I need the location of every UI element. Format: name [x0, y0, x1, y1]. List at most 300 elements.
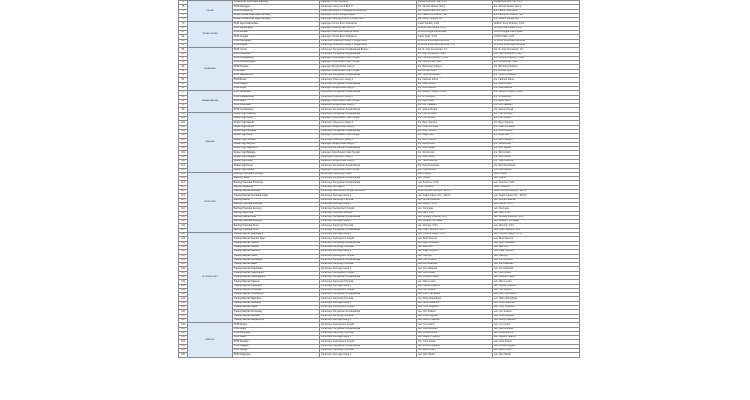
- address-cell: Indramayu Cibeureum Gang 3: [320, 155, 417, 159]
- address-cell: Indramayu Pengasinan Kerjabalaraja: [320, 108, 417, 112]
- contact-name-cell: Lek. Dermaga: [417, 207, 493, 211]
- contact-name-cell: Lek. Wawan Hermawan: [417, 220, 493, 224]
- region-group-cell: MADIUN: [188, 323, 233, 357]
- facility-name-cell: Tukang Merpati Temayang: [233, 310, 320, 314]
- address-cell: Indramayu Pengasinan Kerjabalaraja: [320, 228, 417, 232]
- row-number-cell: 102: [179, 121, 188, 125]
- contact-name-cell: Lek. Yuni Astuti: [417, 323, 493, 327]
- email-cell: drs. Muhammad Yusuf: [493, 61, 580, 65]
- address-cell: Lapangan Gedung Batu Boro PT: [320, 26, 417, 30]
- row-number-cell: 152: [179, 336, 188, 340]
- facility-name-cell: Tukang Merpati Sugihwaras: [233, 271, 320, 275]
- contact-name-cell: Lek. Agus Setiawan: [417, 241, 493, 245]
- email-cell: drs. Joseph Mangun kn: [493, 18, 580, 22]
- address-cell: Lapangan KORI Mantang: [320, 1, 417, 5]
- row-number-cell: 93: [179, 82, 188, 86]
- contact-name-cell: Lek. Gita Ayu: [417, 254, 493, 258]
- contact-name-cell: Lek. Putri Handayani: [417, 293, 493, 297]
- row-number-cell: 140: [179, 284, 188, 288]
- contact-name-cell: LOKAS Angga Pamungkas: [417, 31, 493, 35]
- row-number-cell: 87: [179, 56, 188, 60]
- facility-name-cell: PKM Buaran: [233, 43, 320, 47]
- email-cell: Lek. Juwita: [493, 177, 580, 181]
- contact-name-cell: Lek. Kiki Amalia: [417, 271, 493, 275]
- address-cell: Indramayu Pengasinan Kerjabalaraja: [320, 82, 417, 86]
- address-cell: Indramayu Cibeureum Gang 3: [320, 78, 417, 82]
- contact-name-cell: Lek. Umi Kalsum: [417, 310, 493, 314]
- address-cell: Indramayu Pramuka Sentosa: [320, 211, 417, 215]
- email-cell: Lek. Agus Setiawan: [493, 241, 580, 245]
- email-cell: Lek. Ryan Saputra, S.Pd: [493, 228, 580, 232]
- address-cell: Indramayu Dermaga 8: [320, 185, 417, 189]
- email-cell: Lek. Wawan Hermawan: [493, 220, 580, 224]
- contact-name-cell: drs. Fatimah Zahra: [417, 78, 493, 82]
- contact-name-cell: drs. Bayu Saputra: [417, 121, 493, 125]
- address-cell: Indramayu Pengasinan Kerjabalaraja Banten: [320, 48, 417, 52]
- facility-name-cell: PKM Bodeh: [233, 78, 320, 82]
- address-cell: Lapangan Kota Bekasi Indah Tengah: [320, 151, 417, 155]
- facility-name-cell: Tukang Merpati Bojonegoro: [233, 233, 320, 237]
- contact-name-cell: LPPKAS MARUBENI ELANG, LTG: [417, 43, 493, 47]
- facility-name-cell: Tukang Merpati Ngasem: [233, 280, 320, 284]
- contact-name-cell: drs. Indah Permata: [417, 125, 493, 129]
- row-number-cell: 128: [179, 233, 188, 237]
- contact-name-cell: Indriati Kusnandi, SE, S.Ps: [417, 1, 493, 5]
- address-cell: Indramayu Pengasinan Kerjabalaraja: [320, 129, 417, 133]
- region-group-cell: KARANGANYAR: [188, 91, 233, 112]
- contact-name-cell: Lek. Joni Iskandar: [417, 267, 493, 271]
- email-cell: Lek. Lukman Hakim: [493, 276, 580, 280]
- facility-name-cell: PKM Petarukan: [233, 52, 320, 56]
- address-cell: Indramayu Pengasinan Kerjabalaraja: [320, 112, 417, 116]
- facility-name-cell: Dokter Gigi Senyum: [233, 142, 320, 146]
- facility-name-cell: Dokter Muhammad Sejuk Seruang: [233, 13, 320, 17]
- address-cell: Indramayu Pengasinan Kerjabalaraja: [320, 91, 417, 95]
- facility-name-cell: Dokter Gigi Mandiri: [233, 121, 320, 125]
- row-number-cell: 137: [179, 271, 188, 275]
- row-number-cell: 101: [179, 117, 188, 121]
- address-cell: Indramayu Pengasinan Kerjabalaraja: [320, 164, 417, 168]
- address-cell: Indramayu Cibeureum Gang 3: [320, 121, 417, 125]
- facility-name-cell: Banting Ganda Daya: [233, 215, 320, 219]
- row-number-cell: 86: [179, 52, 188, 56]
- facility-name-cell: PKM Kramatsari: [233, 39, 320, 43]
- email-cell: Lek. Ika Wulandari: [493, 263, 580, 267]
- contact-name-cell: Lek. Kusuma, S.Pd: [417, 181, 493, 185]
- row-number-cell: 107: [179, 142, 188, 146]
- facility-name-cell: Tukang Merpati Kepohbaru: [233, 267, 320, 271]
- facility-name-cell: Tukang Merpati Balen: [233, 263, 320, 267]
- email-cell: Lek. Sari, S.Pd: [493, 211, 580, 215]
- email-cell: Lek. Sinta Maharani: [493, 301, 580, 305]
- address-cell: Indramayu Brujul Jl. Indrajaya Cendramayu: [320, 9, 417, 13]
- email-cell: drs. Ahmad Jaelani (Sem): [493, 5, 580, 9]
- email-cell: drs. Ratna Dewi: [493, 142, 580, 146]
- row-number-cell: 106: [179, 138, 188, 142]
- email-cell: drs. Siti Aminah: [493, 151, 580, 155]
- address-cell: Indramayu Pengasinan Kerjabalaraja: [320, 74, 417, 78]
- email-cell: Lek. Eka Putri: [493, 245, 580, 249]
- contact-name-cell: drs. Yanti Kusuma: [417, 159, 493, 163]
- address-cell: Lapangan Kelompok Belanga Lama: [320, 31, 417, 35]
- contact-name-cell: Lekoh Resty: [417, 172, 493, 176]
- email-cell: drs. Fatoni Arif Ibrahim, SE: [493, 13, 580, 17]
- email-cell: indriati.kusnandi, SE, S.Ps: [493, 1, 580, 5]
- region-group-cell: SRAGEN: [188, 112, 233, 172]
- address-cell: Indramayu Dermaga Gang 3: [320, 220, 417, 224]
- row-number-cell: 126: [179, 224, 188, 228]
- contact-name-cell: drs. R. Arief Kusnandar, S.T.: [417, 48, 493, 52]
- address-cell: Lapangan Bunga Melati Gang 2: [320, 159, 417, 163]
- facility-name-cell: PKM Wungu: [233, 349, 320, 353]
- address-cell: Lapangan Kota Bekasi Indah Tengah: [320, 168, 417, 172]
- email-cell: Lek. Umi Kalsum: [493, 310, 580, 314]
- contact-name-cell: Lek. Vina Anggraini: [417, 314, 493, 318]
- row-number-cell: 131: [179, 245, 188, 249]
- email-cell: Lek. Dermaga: [493, 207, 580, 211]
- row-number-cell: 116: [179, 181, 188, 185]
- row-number-cell: 111: [179, 159, 188, 163]
- region-group-cell: PEKALONGAN: [188, 22, 233, 48]
- contact-name-cell: drs. Ratna Dewi: [417, 142, 493, 146]
- address-cell: Indramayu Pengasinan Kerjabalaraja: [320, 293, 417, 297]
- contact-name-cell: Lek. Tono Sugianto: [417, 306, 493, 310]
- contact-name-cell: drs. Iwan Sumanta, S.Kep: [417, 52, 493, 56]
- email-cell: Lek. Bagus Pratama: [493, 336, 580, 340]
- row-number-cell: 150: [179, 327, 188, 331]
- facility-name-cell: Dokter Gigi Medika: [233, 168, 320, 172]
- email-cell: drs. Lilis Suryani: [493, 117, 580, 121]
- facility-name-cell: Dokter Gigi Pratama: [233, 112, 320, 116]
- region-group-cell: KEDIRI: [188, 1, 233, 22]
- email-cell: drs. Sri Wahyuni: [493, 95, 580, 99]
- email-cell: Lek. Citra Kirana: [493, 340, 580, 344]
- email-cell: Lek. Gita Ayu: [493, 254, 580, 258]
- contact-name-cell: LPPKAS MARUBENI ELANG: [417, 39, 493, 43]
- contact-name-cell: Lek. Sari, S.Pd: [417, 211, 493, 215]
- row-number-cell: 145: [179, 306, 188, 310]
- email-cell: drs. Bambang Sulistyo: [493, 65, 580, 69]
- contact-name-cell: drs. Muhammad Lutfi (Sem): [417, 9, 493, 13]
- facility-name-cell: PKM Randudongkal: [233, 61, 320, 65]
- row-number-cell: 147: [179, 314, 188, 318]
- contact-name-cell: Lek. Fikri Haikal: [417, 353, 493, 357]
- facility-name-cell: PKM Ulujami: [233, 82, 320, 86]
- facility-name-cell: PKM Kebonsari: [233, 331, 320, 335]
- address-cell: Indramayu Kampung Pramuka: [320, 280, 417, 284]
- email-cell: drs. Lina Marlina: [493, 168, 580, 172]
- email-cell: Lek. Kiki Amalia: [493, 271, 580, 275]
- row-number-cell: 130: [179, 241, 188, 245]
- email-cell: Lek. Ahmad Mukhtar: [493, 198, 580, 202]
- contact-name-cell: Lek. Zaki Mubarak: [417, 327, 493, 331]
- email-cell: Lek. Wahyu Saputra: [493, 318, 580, 322]
- contact-name-cell: Lek. Wahyu Saputra: [417, 318, 493, 322]
- row-number-cell: 105: [179, 134, 188, 138]
- facility-name-cell: PKM Pulosari: [233, 65, 320, 69]
- row-number-cell: 122: [179, 207, 188, 211]
- email-cell: Lek. Nanda Pratama: [493, 284, 580, 288]
- row-number-cell: 123: [179, 211, 188, 215]
- facility-name-cell: Banting Jaya Kota: [233, 211, 320, 215]
- contact-name-cell: Lek. Juwita: [417, 177, 493, 181]
- email-cell: LPPKAS MARUBENI ELANG: [493, 43, 580, 47]
- email-cell: drs. Slamet Riyadi: [493, 108, 580, 112]
- facility-name-cell: Tukang Merpati Margomulyo: [233, 318, 320, 322]
- contact-name-cell: drs. Andi Wijaya: [417, 147, 493, 151]
- email-cell: Lek. Bintang Kusuma, S.Pd: [493, 215, 580, 219]
- facility-name-cell: PKM Tasikmadu: [233, 91, 320, 95]
- address-cell: Indramayu Kedungwuni Tengah: [320, 288, 417, 292]
- address-cell: Lapangan Gedung Umum SI Sutan Sem.: [320, 18, 417, 22]
- contact-name-cell: drs. Ahmad Syafii: [417, 69, 493, 73]
- facility-name-cell: Banting Pramuka Timur: [233, 224, 320, 228]
- email-cell: Lek. Kusuma, S.Pd: [493, 181, 580, 185]
- address-cell: Indramayu Kampung Pramuka: [320, 198, 417, 202]
- address-cell: Indramayu Kampung Pramuka: [320, 349, 417, 353]
- row-number-cell: 135: [179, 263, 188, 267]
- address-cell: Indramayu Cibeureum Gang 3 Tengah Blok: [320, 39, 417, 43]
- row-number-cell: 99: [179, 108, 188, 112]
- email-cell: LPPKM Kota Udara, S.Kp: [493, 26, 580, 30]
- facility-name-cell: PKM Geger: [233, 327, 320, 331]
- row-number-cell: 92: [179, 78, 188, 82]
- email-cell: Lek. Kajeh Anjani, M.L., SE.Pd: [493, 194, 580, 198]
- email-cell: Lek. Tono Sugianto: [493, 306, 580, 310]
- email-cell: Lek. Rianto, S.Pd: [493, 202, 580, 206]
- contact-name-cell: drs. Rudi Hartono: [417, 129, 493, 133]
- contact-name-cell: Lek. Eka Putri: [417, 245, 493, 249]
- email-cell: Lek. Hendra Wijaya, S.Pd: [493, 233, 580, 237]
- address-cell: Indramayu Dermaga Gang 3: [320, 267, 417, 271]
- address-cell: Indramayu Dermaga Gang 3: [320, 194, 417, 198]
- row-number-cell: 151: [179, 331, 188, 335]
- email-cell: drs. Dedi Kurniawan: [493, 164, 580, 168]
- address-cell: Indramayu Dermaga Gang 3: [320, 250, 417, 254]
- contact-name-cell: Lek. Heri Susanto: [417, 258, 493, 262]
- row-number-cell: 149: [179, 323, 188, 327]
- facility-name-cell: Tukang Merpati Baureno: [233, 250, 320, 254]
- email-cell: Lek. Rizky Ramadhan: [493, 297, 580, 301]
- address-cell: Indramayu Pengasinan Kerjabalaraja: [320, 215, 417, 219]
- facility-name-cell: PKM Mranggen: [233, 5, 320, 9]
- email-cell: Lek. Putri Handayani: [493, 293, 580, 297]
- facility-name-cell: Banting Pramuka Ponorogo: [233, 181, 320, 185]
- facility-name-cell: Tukang Merpati Kalitidu: [233, 241, 320, 245]
- email-cell: Lek. Heri Susanto: [493, 258, 580, 262]
- contact-name-cell: drs. Maya Sari: [417, 134, 493, 138]
- address-cell: Indramayu Kedungwuni Tengah: [320, 254, 417, 258]
- facility-name-cell: Tukang Merpati Padangan: [233, 284, 320, 288]
- facility-name-cell: PKM Kebakkramat: [233, 95, 320, 99]
- facility-name-cell: PKM Jenggot: [233, 35, 320, 39]
- row-number-cell: 98: [179, 104, 188, 108]
- email-cell: drs. Nur Hasanah: [493, 104, 580, 108]
- email-cell: Lek. Fajar Nugroho: [493, 250, 580, 254]
- address-cell: Lapangan Bunga Melati Gang 2: [320, 65, 417, 69]
- email-cell: drs. Hendra Prabowo, S.Kep: [493, 56, 580, 60]
- row-number-cell: 127: [179, 228, 188, 232]
- region-group-cell: PEMALANG: [188, 48, 233, 91]
- address-cell: Indramayu Dermaga Gang 3: [320, 233, 417, 237]
- email-cell: LUKAS Sakti, S.Pd: [493, 35, 580, 39]
- address-cell: Lapangan Kota Bekasi Indah Tengah: [320, 69, 417, 73]
- row-number-cell: 75: [179, 5, 188, 9]
- row-number-cell: 109: [179, 151, 188, 155]
- facility-name-cell: PKM Moga: [233, 86, 320, 90]
- contact-name-cell: drs. Fatoni Arif Ibrahim, SE: [417, 13, 493, 17]
- contact-name-cell: Lukas Sakti, S.Pd: [417, 35, 493, 39]
- row-number-cell: 124: [179, 215, 188, 219]
- row-number-cell: 108: [179, 147, 188, 151]
- contact-name-cell: Lek. Elsa Fitriani: [417, 349, 493, 353]
- email-cell: drs. Wahyu Hidayat, S.Kep: [493, 91, 580, 95]
- facility-name-cell: Dokter Gigi Ceria: [233, 134, 320, 138]
- facility-name-cell: Banting Pramuka Wonogiri: [233, 220, 320, 224]
- address-cell: Indramayu Pengasinan Kerjabalaraja: [320, 52, 417, 56]
- row-number-cell: 146: [179, 310, 188, 314]
- contact-name-cell: drs. Yusuf Kurniawan: [417, 74, 493, 78]
- email-cell: drs. R. Arief Kusnandar, S.T.: [493, 48, 580, 52]
- row-number-cell: 100: [179, 112, 188, 116]
- row-number-cell: 94: [179, 86, 188, 90]
- email-cell: drs. Bayu Saputra: [493, 121, 580, 125]
- contact-name-cell: Lek. Wening, S.Pd: [417, 224, 493, 228]
- row-number-cell: 134: [179, 258, 188, 262]
- address-cell: Indramayu Cibeureum Gang 3 Tengah Blok: [320, 43, 417, 47]
- address-cell: Indramayu Cibeureum Gang 3: [320, 95, 417, 99]
- address-cell: Indramayu Kedungwuni Tengah: [320, 207, 417, 211]
- facility-name-cell: Tukang Merpati Kanor: [233, 254, 320, 258]
- contact-name-cell: Lek. Rianto, S.Pd: [417, 202, 493, 206]
- address-cell: Lapangan Umum Bumi Sariwarna: [320, 22, 417, 26]
- address-cell: Indramayu Kampung Pramuka: [320, 297, 417, 301]
- facility-name-cell: Banting Pramuka Timur: [233, 228, 320, 232]
- facility-name-cell: Tukang Merpati Sumber Rejo: [233, 237, 320, 241]
- email-cell: drs. Dewi Lestari: [493, 82, 580, 86]
- facility-name-cell: Tukang Merpati Wonogiri: [233, 190, 320, 194]
- address-cell: Lapangan Umum Sangat Bagus: [320, 13, 417, 17]
- email-cell: drs. Joko Susilo: [493, 155, 580, 159]
- address-cell: Indramayu Pengasinan Kerjabalaraja: [320, 310, 417, 314]
- row-number-cell: 141: [179, 288, 188, 292]
- address-cell: Indramayu Dermaga Gang 3: [320, 202, 417, 206]
- address-cell: Lapangan Bunga Melati Gang 2: [320, 104, 417, 108]
- contact-name-cell: drs. Dewi Lestari: [417, 82, 493, 86]
- facility-name-cell: PKM Comal: [233, 48, 320, 52]
- address-cell: Lapangan Kota Bekasi Indah Tengah: [320, 56, 417, 60]
- row-number-cell: 85: [179, 48, 188, 52]
- address-cell: Indramayu Kedungwuni Tengah: [320, 340, 417, 344]
- facility-name-cell: Tukang Merpati Sekar: [233, 306, 320, 310]
- facility-name-cell: PKM Belik: [233, 69, 320, 73]
- contact-name-cell: Lek. Bintang Kusuma, S.Pd: [417, 215, 493, 219]
- email-cell: LEPAS, Seno Sridowo, S.Pd: [493, 22, 580, 26]
- facility-name-cell: Puskesmas Kota Utara Mantang: [233, 1, 320, 5]
- contact-name-cell: drs. Hendra Prabowo, S.Kep: [417, 56, 493, 60]
- address-cell: Indramayu Pengasinan Kerjabalaraja: [320, 276, 417, 280]
- row-number-cell: 74: [179, 1, 188, 5]
- facility-name-cell: PKM Colomadu: [233, 104, 320, 108]
- email-cell: Lek. Joni Iskandar: [493, 267, 580, 271]
- email-cell: Lek. Elsa Fitriani: [493, 349, 580, 353]
- row-number-cell: 76: [179, 9, 188, 13]
- facility-name-cell: PKM Ampelgading: [233, 56, 320, 60]
- address-cell: Indramayu Kedungwuni Tengah: [320, 323, 417, 327]
- address-cell: Indramayu Kedungwuni Tengah: [320, 306, 417, 310]
- contact-name-cell: Lek. Sinta Maharani: [417, 301, 493, 305]
- facility-name-cell: PKM Saradan: [233, 340, 320, 344]
- facility-name-cell: PKM Bendan: [233, 31, 320, 35]
- contact-name-cell: Lek. Ryan Saputra, S.Pd: [417, 228, 493, 232]
- facility-name-cell: Banting Ramai: [233, 198, 320, 202]
- facility-name-cell: PKM Jaya Kelapa Batu: [233, 22, 320, 26]
- contact-name-cell: Lek. Budi Santoso: [417, 237, 493, 241]
- address-cell: Indramayu Pengasinan Kerjabalaraja: [320, 177, 417, 181]
- email-cell: drs. Hadi Wibowo: [493, 112, 580, 116]
- contact-name-cell: drs. Hadi Wibowo: [417, 112, 493, 116]
- row-number-cell: 96: [179, 95, 188, 99]
- row-number-cell: 95: [179, 91, 188, 95]
- facility-name-cell: Tukang Merpati Gondang: [233, 301, 320, 305]
- address-cell: Bendungan Gandrung Trailer: [320, 172, 417, 176]
- contact-name-cell: Lek. Anisa Rahma: [417, 331, 493, 335]
- facility-name-cell: PKM Gondangrejo: [233, 108, 320, 112]
- row-number-cell: 115: [179, 177, 188, 181]
- row-number-cell: 90: [179, 69, 188, 73]
- facility-name-cell: Dokter Gigi Prima: [233, 164, 320, 168]
- facility-name-cell: Banting Hebat: [233, 177, 320, 181]
- address-cell: Lapangan Bunga Melati Gang 2: [320, 125, 417, 129]
- row-number-cell: 81: [179, 31, 188, 35]
- row-number-cell: 97: [179, 99, 188, 103]
- address-cell: Indramayu Pengasinan Kerjabalaraja: [320, 241, 417, 245]
- address-cell: Lapangan Kota Bekasi Indah Tengah: [320, 99, 417, 103]
- facility-name-cell: PKM Watukumpul: [233, 74, 320, 78]
- address-cell: Indramayu Dermaga Gang 3: [320, 318, 417, 322]
- email-cell: drs. Yusuf Kurniawan: [493, 74, 580, 78]
- row-number-cell: 82: [179, 35, 188, 39]
- email-cell: drs. Indah Permata: [493, 125, 580, 129]
- facility-name-cell: Tukang Merpati Sumberejo: [233, 258, 320, 262]
- facility-name-cell: PKM Wangunjaya: [233, 26, 320, 30]
- row-number-cell: 154: [179, 344, 188, 348]
- row-number-cell: 133: [179, 254, 188, 258]
- address-cell: Indramayu Kedungwuni Tengah Berwarna: [320, 190, 417, 194]
- contact-name-cell: drs. Siti Aminah: [417, 151, 493, 155]
- email-cell: drs. Eko Prasetyo: [493, 138, 580, 142]
- row-number-cell: 138: [179, 276, 188, 280]
- row-number-cell: 129: [179, 237, 188, 241]
- contact-name-cell: Lek. Kajeh Anjani, M.L., SE.Pd: [417, 194, 493, 198]
- row-number-cell: 79: [179, 22, 188, 26]
- address-cell: Indramayu Kedungwuni Tengah: [320, 237, 417, 241]
- contact-name-cell: Lek. Fajar Nugroho: [417, 250, 493, 254]
- row-number-cell: 77: [179, 13, 188, 17]
- contact-name-cell: Lekoh Ahmad Mansyur, SE.Pd: [417, 190, 493, 194]
- facility-name-cell: PKM Jiwan: [233, 336, 320, 340]
- facility-name-cell: Banting Jayakarta: [233, 185, 320, 189]
- address-cell: Indramayu Pengasinan Kerjabalaraja: [320, 181, 417, 185]
- email-cell: LPPKAS MARUBENI ELANG: [493, 39, 580, 43]
- address-cell: Indramayu Dermaga Gang 3: [320, 353, 417, 357]
- email-cell: Lek. Oki Setiana: [493, 288, 580, 292]
- address-cell: Indramayu Kampung Pramuka: [320, 245, 417, 249]
- email-cell: Lek. Fikri Haikal: [493, 353, 580, 357]
- address-cell: Indramayu Dermaga Gang 3: [320, 284, 417, 288]
- table-row: [179, 353, 580, 357]
- email-cell: Lek. Zaki Mubarak: [493, 327, 580, 331]
